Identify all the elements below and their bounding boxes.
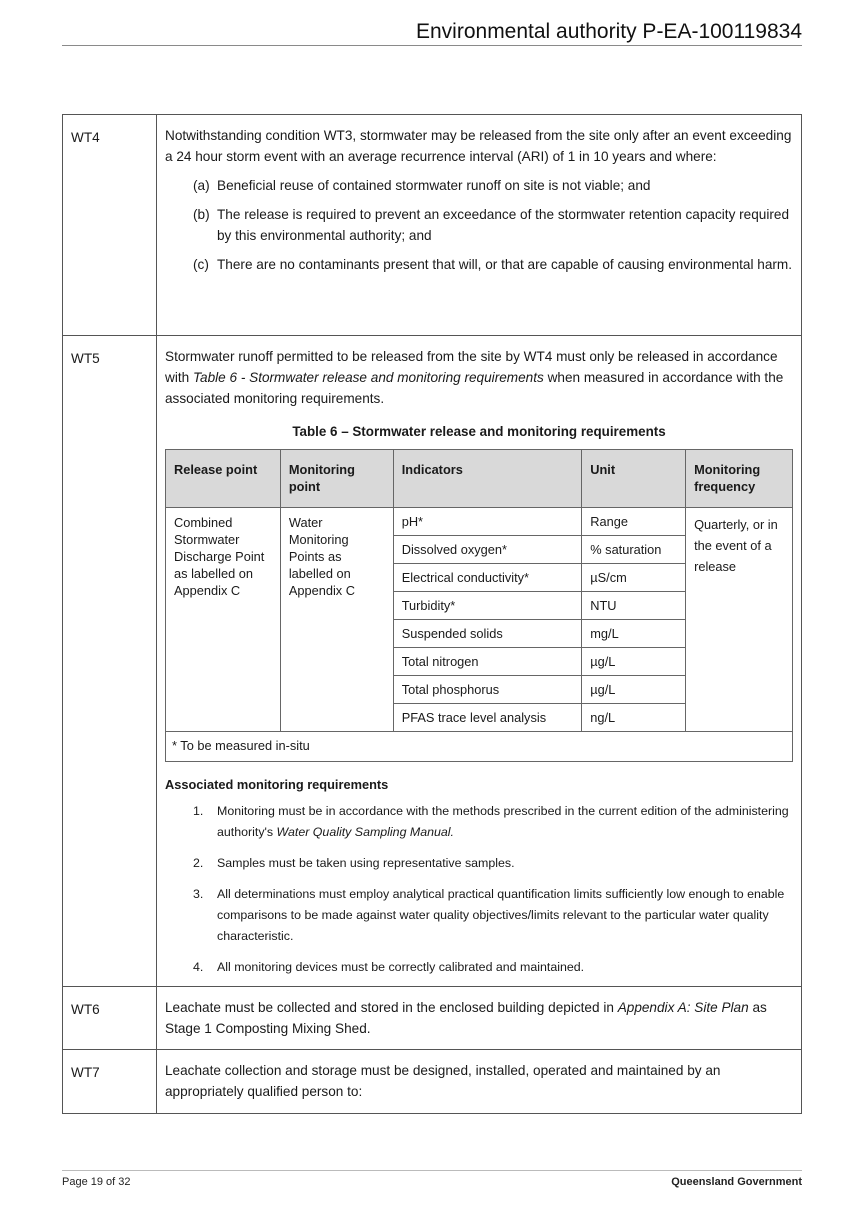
column-header: Unit xyxy=(582,450,686,508)
indicator-cell: pH* xyxy=(393,508,582,536)
list-text: All monitoring devices must be correctly calibrated and maintained. xyxy=(217,960,585,974)
unit-cell: Range xyxy=(582,508,686,536)
intro-text: Stormwater runoff permitted to be released from the site by WT4 must only be released in accordance with xyxy=(165,349,778,385)
condition-code: WT6 xyxy=(63,987,157,1050)
list-item xyxy=(193,801,793,843)
column-header: Release point xyxy=(166,450,281,508)
condition-row-wt6 xyxy=(63,987,802,1050)
condition-text: Leachate must be collected and stored in the enclosed building depicted in xyxy=(165,1000,618,1015)
monitoring-point-cell: Water Monitoring Points as labelled on Appendix C xyxy=(280,508,393,732)
table-caption: Table 6 – Stormwater release and monitoring requirements xyxy=(292,424,666,439)
list-item xyxy=(193,254,793,275)
unit-cell: µg/L xyxy=(582,648,686,676)
column-header: Indicators xyxy=(393,450,582,508)
indicator-cell: Total phosphorus xyxy=(393,676,582,704)
associated-requirements-title: Associated monitoring requirements xyxy=(165,777,389,792)
unit-cell: µS/cm xyxy=(582,564,686,592)
footer-brand: Queensland Government xyxy=(671,1176,802,1188)
conditions-table xyxy=(62,114,802,1114)
list-marker: 1. xyxy=(193,804,204,818)
intro-text: when measured in accordance with the associated monitoring requirements. xyxy=(165,370,784,406)
list-item xyxy=(193,175,793,196)
list-marker: 3. xyxy=(193,887,204,901)
page-number: Page 19 of 32 xyxy=(62,1176,131,1188)
indicator-cell: Suspended solids xyxy=(393,620,582,648)
footer-rule xyxy=(62,1170,802,1171)
table-row xyxy=(166,508,793,536)
document-title: Environmental authority P-EA-100119834 xyxy=(415,20,802,43)
condition-text: as Stage 1 Composting Mixing Shed. xyxy=(165,1000,767,1036)
list-marker: (c) xyxy=(193,257,209,272)
list-item xyxy=(193,884,793,947)
list-marker: 4. xyxy=(193,960,204,974)
column-header: Monitoring frequency xyxy=(686,450,793,508)
manual-reference: Water Quality Sampling Manual. xyxy=(276,825,454,839)
condition-row-wt7 xyxy=(63,1050,802,1114)
indicator-cell: Turbidity* xyxy=(393,592,582,620)
frequency-cell: Quarterly, or in the event of a release xyxy=(686,508,793,732)
indicator-cell: Electrical conductivity* xyxy=(393,564,582,592)
condition-code: WT7 xyxy=(63,1050,157,1114)
unit-cell: mg/L xyxy=(582,620,686,648)
condition-intro: Notwithstanding condition WT3, stormwater may be released from the site only after an event exceeding a 24 hour storm event with an average recurrence interval (ARI) of 1 in 10 years and where: xyxy=(165,128,792,164)
list-text xyxy=(217,801,793,843)
list-text: Beneficial reuse of contained stormwater runoff on site is not viable; and xyxy=(217,178,651,193)
column-header: Monitoring point xyxy=(280,450,393,508)
monitoring-table xyxy=(165,449,793,762)
list-item xyxy=(193,853,793,874)
list-item xyxy=(193,204,793,246)
condition-body xyxy=(157,115,802,336)
list-marker: (b) xyxy=(193,207,210,222)
condition-row-wt4 xyxy=(63,115,802,336)
indicator-cell: Total nitrogen xyxy=(393,648,582,676)
unit-cell: µg/L xyxy=(582,676,686,704)
unit-cell: ng/L xyxy=(582,704,686,732)
indicator-cell: Dissolved oxygen* xyxy=(393,536,582,564)
condition-code: WT5 xyxy=(63,336,157,987)
list-text: All determinations must employ analytical practical quantification limits sufficiently low enough to enable comparisons to be made against water quality objectives/limits relevant to the particular water quality characteristic. xyxy=(217,887,785,943)
table-footnote-row xyxy=(166,732,793,762)
list-text: There are no contaminants present that will, or that are capable of causing environmental harm. xyxy=(217,257,793,272)
condition-intro xyxy=(165,346,793,409)
appendix-reference: Appendix A: Site Plan xyxy=(617,1000,749,1015)
list-item xyxy=(193,957,793,978)
condition-body xyxy=(157,336,802,987)
header-rule xyxy=(62,45,802,46)
release-point-cell: Combined Stormwater Discharge Point as labelled on Appendix C xyxy=(166,508,281,732)
unit-cell: % saturation xyxy=(582,536,686,564)
condition-row-wt5 xyxy=(63,336,802,987)
indicator-cell: PFAS trace level analysis xyxy=(393,704,582,732)
condition-code: WT4 xyxy=(63,115,157,336)
unit-cell: NTU xyxy=(582,592,686,620)
list-text: The release is required to prevent an exceedance of the stormwater retention capacity required by this environmental authority; and xyxy=(217,207,790,243)
requirement-text: Monitoring must be in accordance with the methods prescribed in the current edition of the administering authority's xyxy=(217,804,789,839)
condition-body xyxy=(157,987,802,1050)
list-marker: 2. xyxy=(193,856,204,870)
condition-body: Leachate collection and storage must be designed, installed, operated and maintained by an appropriately qualified person to: xyxy=(157,1050,802,1114)
list-text: Samples must be taken using representative samples. xyxy=(217,856,515,870)
list-marker: (a) xyxy=(193,178,210,193)
table-header-row xyxy=(166,450,793,508)
table-reference: Table 6 - Stormwater release and monitoring requirements xyxy=(192,370,544,385)
table-footnote: * To be measured in-situ xyxy=(166,732,793,762)
